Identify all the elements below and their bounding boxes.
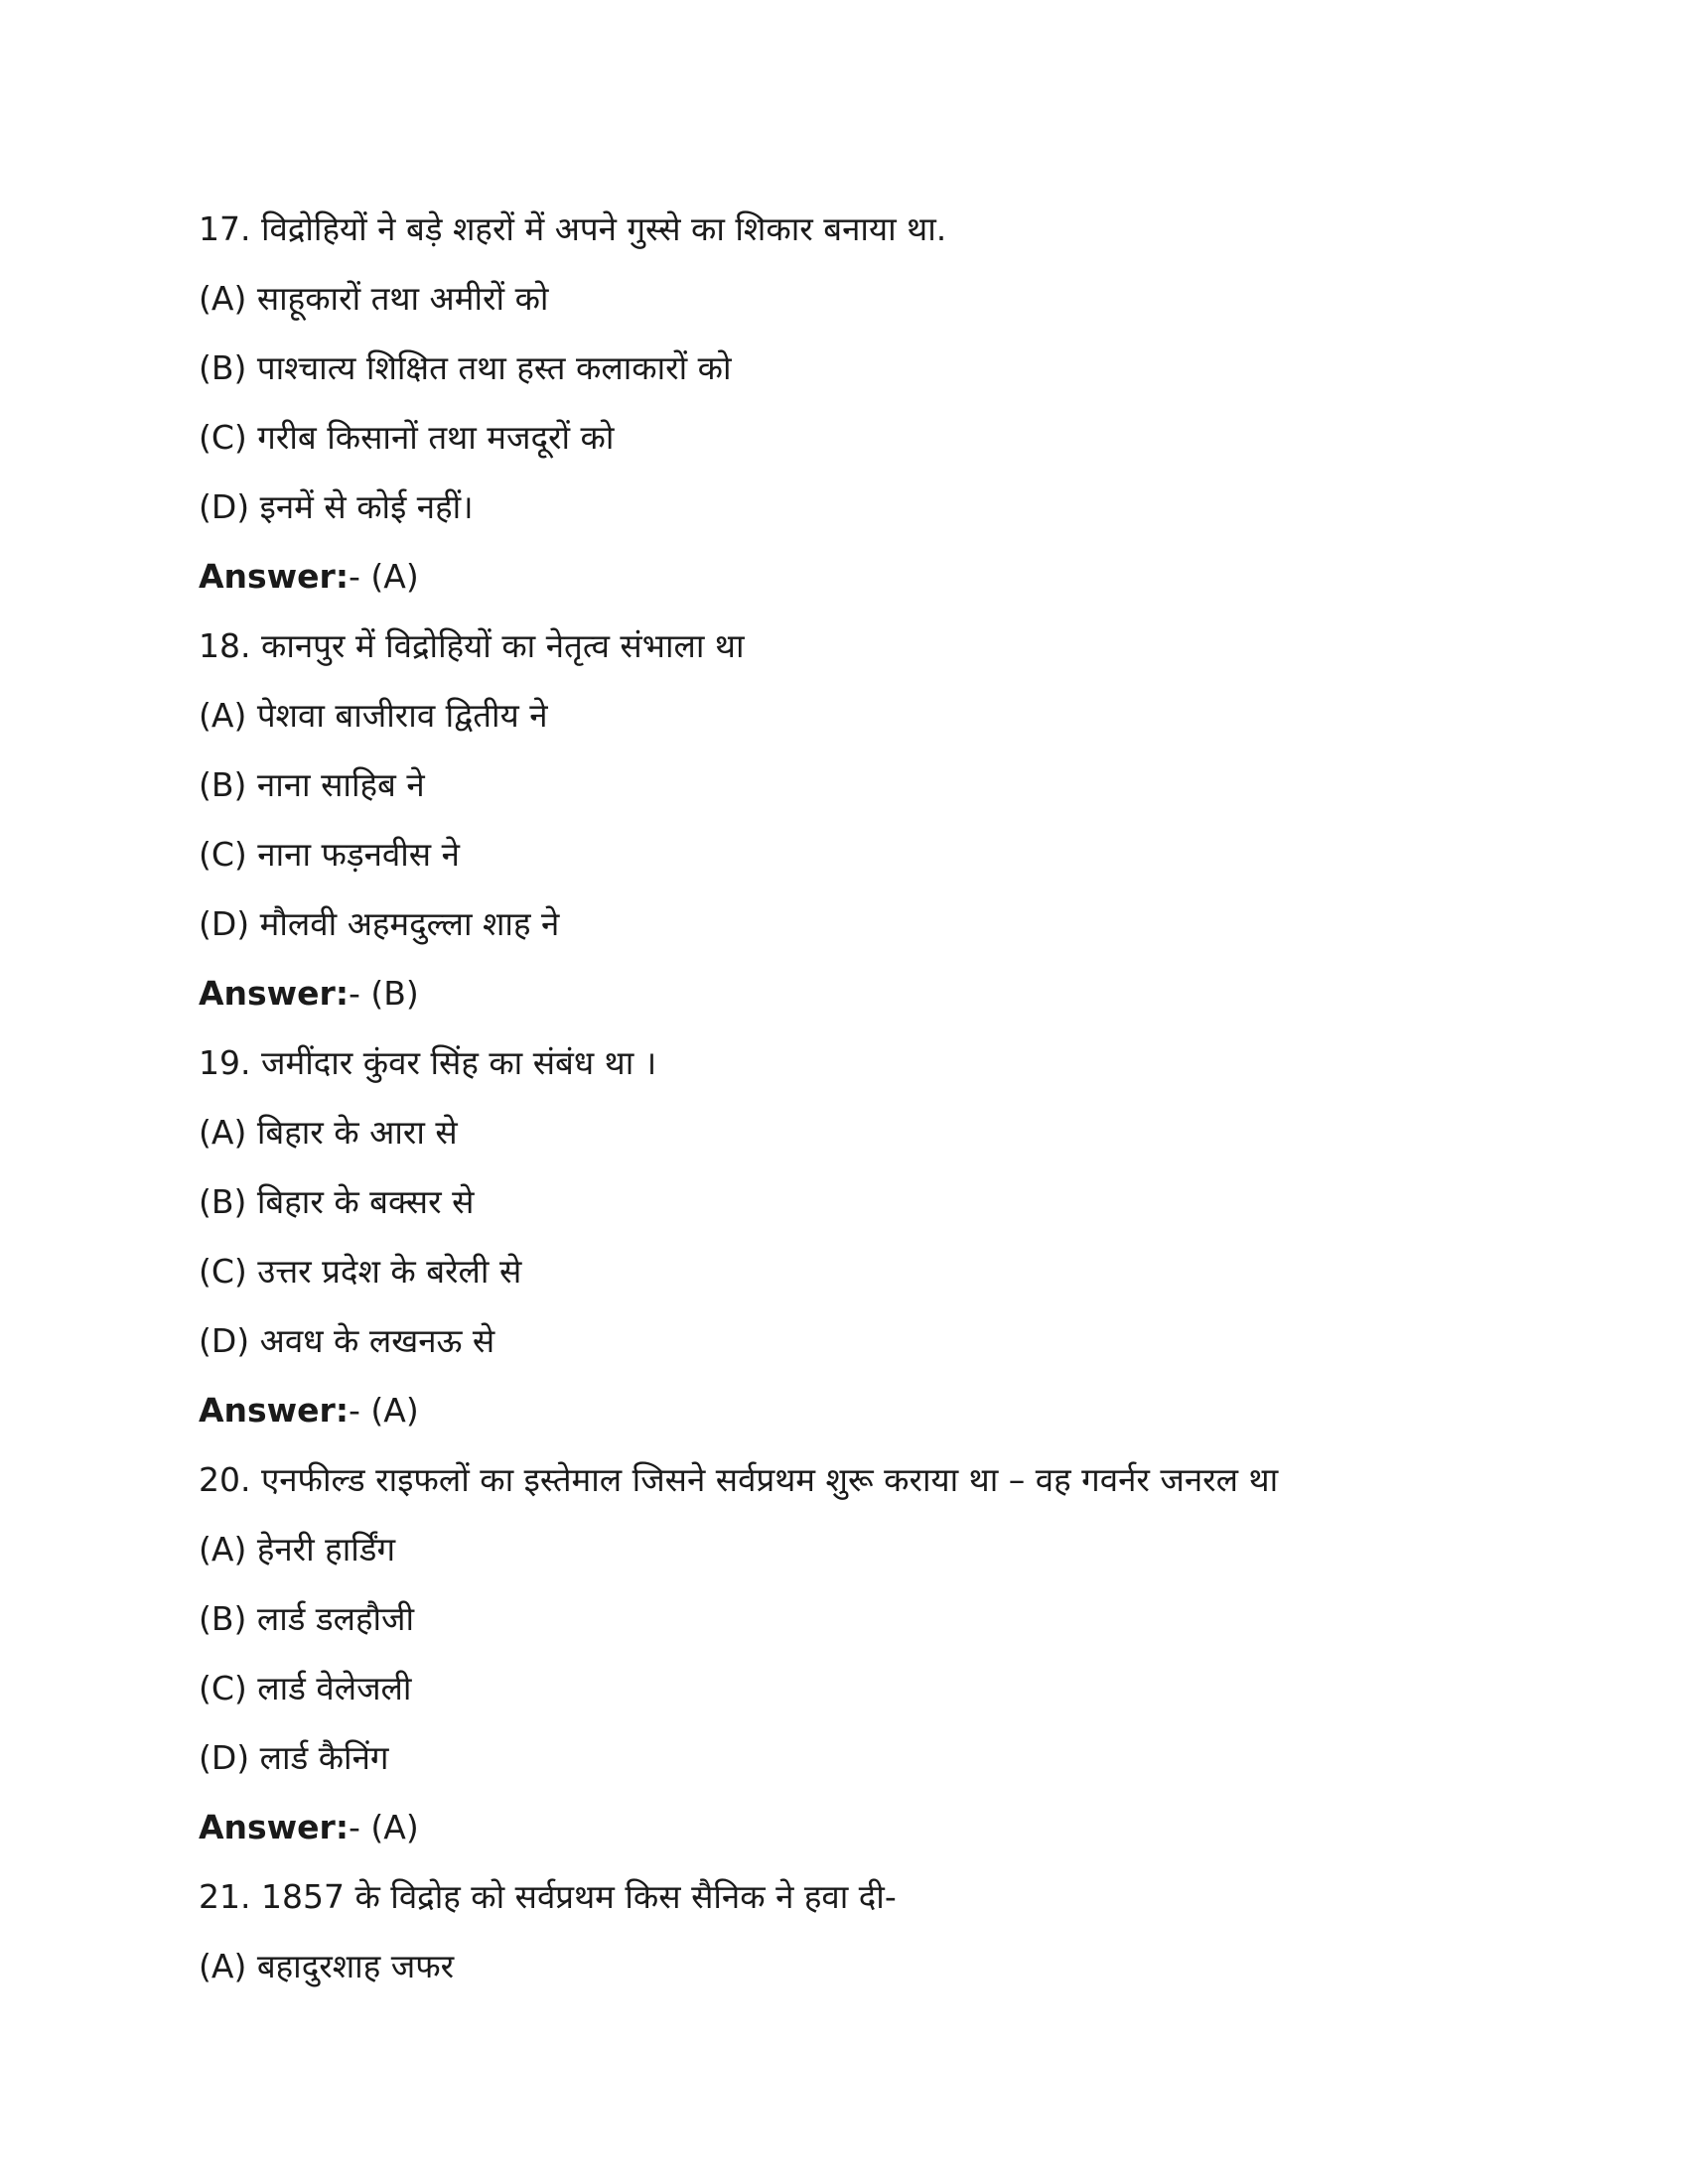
question-18: 18. कानपुर में विद्रोहियों का नेतृत्व संभाला था <box>199 626 745 665</box>
answer-value: - (A) <box>349 1391 419 1430</box>
option-18-d: (D) मौलवी अहमदुल्ला शाह ने <box>199 904 560 943</box>
option-19-b: (B) बिहार के बक्सर से <box>199 1182 475 1221</box>
option-20-d: (D) लार्ड कैनिंग <box>199 1738 389 1777</box>
question-21: 21. 1857 के विद्रोह को सर्वप्रथम किस सैनिक ने हवा दी- <box>199 1877 897 1916</box>
option-17-d: (D) इनमें से कोई नहीं। <box>199 487 474 526</box>
option-17-c: (C) गरीब किसानों तथा मजदूरों को <box>199 418 615 457</box>
answer-label: Answer: <box>199 557 350 596</box>
question-17: 17. विद्रोहियों ने बड़े शहरों में अपने गुस्से का शिकार बनाया था. <box>199 209 947 248</box>
question-20: 20. एनफील्ड राइफलों का इस्तेमाल जिसने सर्वप्रथम शुरू कराया था – वह गवर्नर जनरल था <box>199 1460 1279 1499</box>
answer-label: Answer: <box>199 1808 350 1846</box>
answer-19 <box>199 1376 1609 1445</box>
option-18-b: (B) नाना साहिब ने <box>199 765 425 804</box>
document-page <box>199 195 1609 2001</box>
option-18-c: (C) नाना फड़नवीस ने <box>199 835 460 874</box>
option-21-a: (A) बहादुरशाह जफर <box>199 1947 455 1985</box>
question-19: 19. जमींदार कुंवर सिंह का संबंध था । <box>199 1043 657 1082</box>
answer-label: Answer: <box>199 1391 350 1430</box>
answer-value: - (A) <box>349 557 419 596</box>
answer-value: - (B) <box>349 974 419 1013</box>
option-17-a: (A) साहूकारों तथा अमीरों को <box>199 279 549 318</box>
option-19-a: (A) बिहार के आरा से <box>199 1113 458 1152</box>
option-20-c: (C) लार्ड वेलेजली <box>199 1669 412 1707</box>
option-20-a: (A) हेनरी हार्डिंग <box>199 1530 396 1569</box>
option-20-b: (B) लार्ड डलहौजी <box>199 1599 415 1638</box>
option-19-c: (C) उत्तर प्रदेश के बरेली से <box>199 1252 522 1291</box>
answer-20 <box>199 1793 1609 1862</box>
answer-label: Answer: <box>199 974 350 1013</box>
option-17-b: (B) पाश्चात्य शिक्षित तथा हस्त कलाकारों को <box>199 348 732 387</box>
answer-value: - (A) <box>349 1808 419 1846</box>
option-18-a: (A) पेशवा बाजीराव द्वितीय ने <box>199 696 548 735</box>
answer-17 <box>199 542 1609 612</box>
option-19-d: (D) अवध के लखनऊ से <box>199 1321 495 1360</box>
answer-18 <box>199 959 1609 1028</box>
